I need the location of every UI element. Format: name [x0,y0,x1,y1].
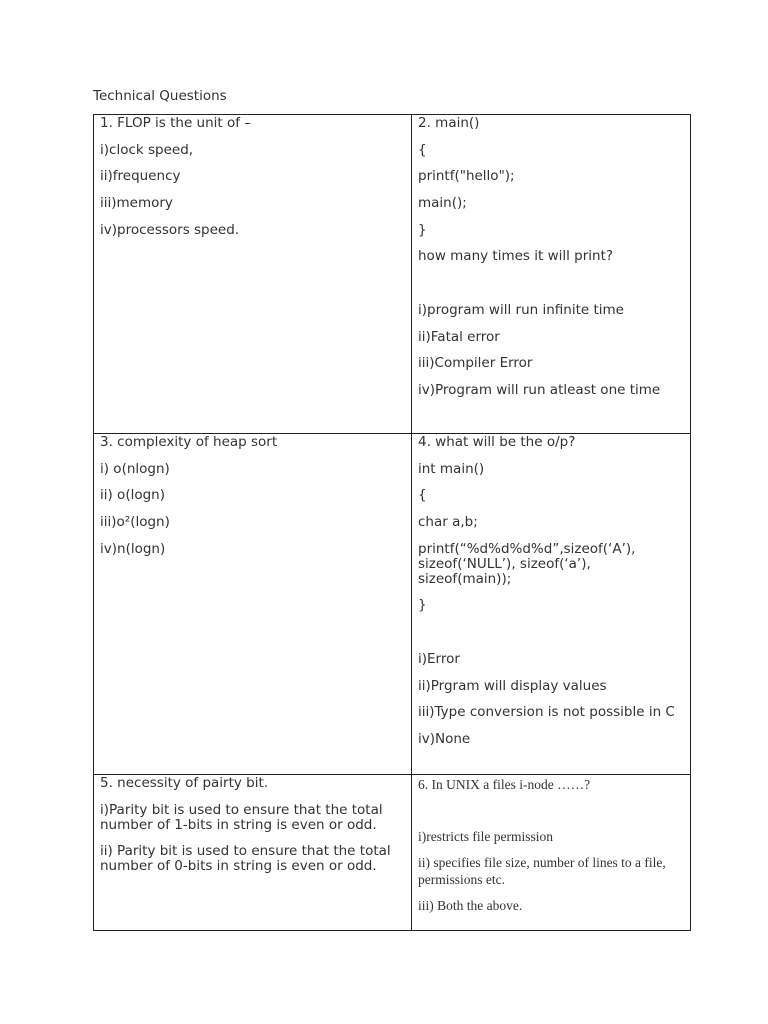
question-line: ii)frequency [100,168,181,185]
question-line: printf(“%d%d%d%d”,sizeof(‘A’), sizeof(‘NULL’), sizeof(‘a’), sizeof(main)); [418,540,640,587]
question-line [418,276,684,291]
question-4 [412,434,690,747]
question-6 [412,775,690,914]
question-text: 6. In UNIX a files i-node ……? [418,777,591,792]
question-line: iv)n(logn) [100,540,166,557]
question-text: 1. FLOP is the unit of – [100,115,252,131]
question-cell [412,115,691,434]
question-cell [94,115,412,434]
question-line: int main() [418,460,485,477]
question-line: ii)Prgram will display values [418,677,607,694]
question-line: ii) specifies file size, number of lines to a file, permissions etc. [418,855,670,887]
question-line: ii) Parity bit is used to ensure that the total number of 0-bits in string is even or odd. [100,843,395,875]
question-text: 2. main() [418,115,480,131]
question-cell [94,775,412,931]
question-text: 5. necessity of pairty bit. [100,775,269,791]
question-line: i)Parity bit is used to ensure that the total number of 1-bits in string is even or odd. [100,801,387,833]
question-5 [94,775,411,874]
question-line: iii)o²(logn) [100,514,170,531]
question-cell [412,775,691,931]
question-text: 4. what will be the o/p? [418,434,576,450]
question-line: ii)Fatal error [418,328,500,345]
question-text: 3. complexity of heap sort [100,434,278,450]
question-line: i)clock speed, [100,141,194,158]
question-line: i) o(nlogn) [100,460,170,477]
question-line: ii) o(logn) [100,487,165,504]
question-line [418,802,684,819]
question-line: iv)processors speed. [100,221,240,238]
question-2 [412,115,690,398]
question-line: iv)Program will run atleast one time [418,381,661,398]
question-line: how many times it will print? [418,248,614,265]
table-row [94,775,691,931]
question-line: iii)Compiler Error [418,355,533,372]
question-line: i)restricts file permission [418,829,553,844]
question-line: char a,b; [418,514,478,531]
question-line: printf("hello"); [418,168,515,185]
question-1 [94,115,411,238]
question-line: iii)memory [100,195,173,212]
question-cell [94,434,412,775]
questions-table [93,114,691,931]
table-row [94,434,691,775]
question-line: { [418,141,427,158]
question-line: iii)Type conversion is not possible in C [418,704,675,721]
question-cell [412,434,691,775]
question-line: { [418,487,427,504]
question-line: } [418,597,427,614]
question-line: iv)None [418,730,471,747]
question-line: main(); [418,195,467,212]
question-line: iii) Both the above. [418,898,523,913]
table-row [94,115,691,434]
question-3 [94,434,411,557]
question-line: i)Error [418,650,460,667]
page-title: Technical Questions [93,88,227,104]
question-line [418,625,684,640]
question-line: i)program will run infinite time [418,301,624,318]
question-line: } [418,221,427,238]
